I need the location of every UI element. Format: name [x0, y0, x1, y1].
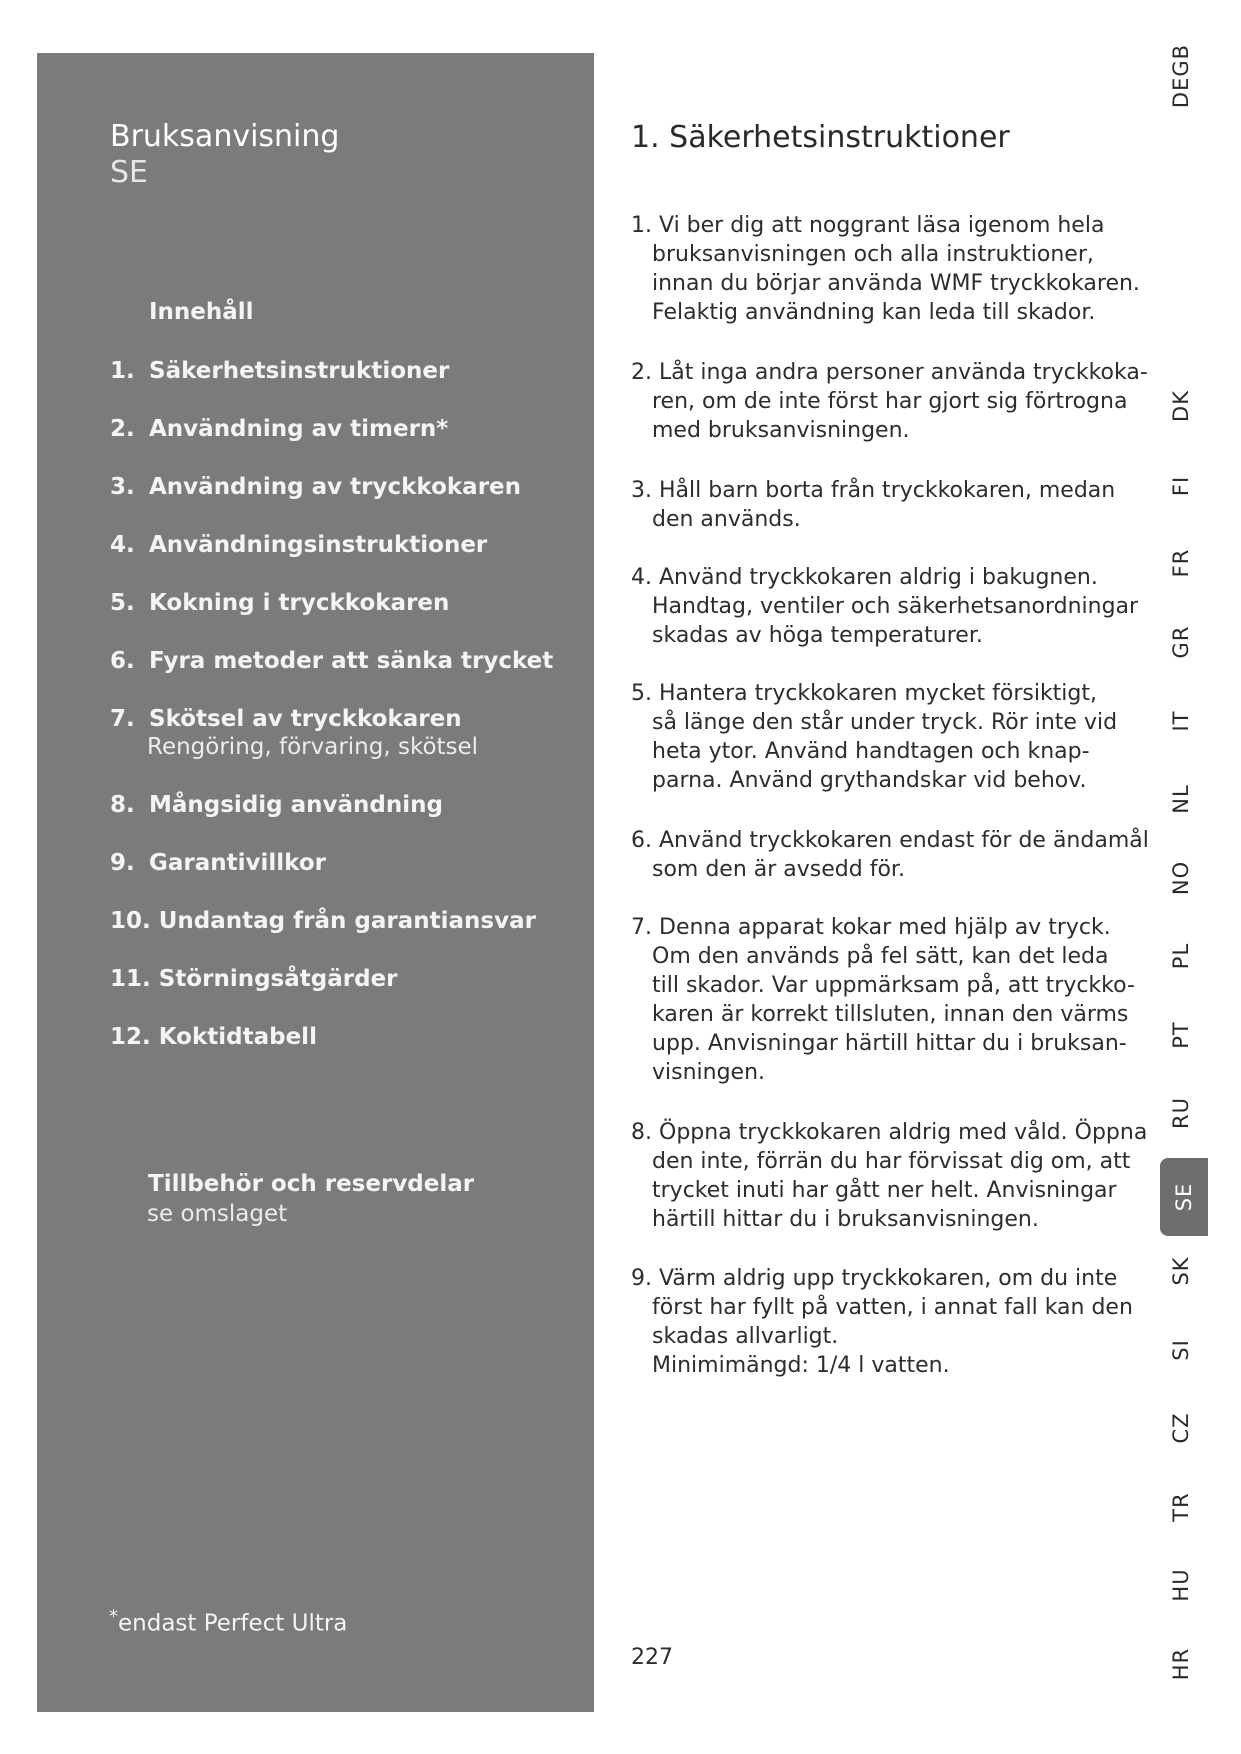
safety-item-4: 4. Använd tryckkokaren aldrig i bakugnen. Handtag, ventiler och säkerhetsanordningar skadas av höga temperaturer. — [631, 565, 1139, 648]
footnote-text: endast Perfect Ultra — [118, 1610, 348, 1637]
toc-item-7[interactable]: 7. Skötsel av tryckkokaren — [110, 706, 462, 732]
lang-tab-pt[interactable]: PT — [1169, 1021, 1193, 1049]
page-number: 227 — [631, 1645, 673, 1670]
lang-tab-pl[interactable]: PL — [1169, 942, 1193, 970]
safety-item-2: 2. Låt inga andra personer använda tryckkoka- ren, om de inte först har gjort sig förtrogna med bruksanvisningen. — [631, 360, 1148, 443]
safety-item-8: 8. Öppna tryckkokaren aldrig med våld. Öppna den inte, förrän du har förvissat dig om, att trycket inuti har gått ner helt. Anvisningar härtill hittar du i bruksanvisningen. — [631, 1120, 1148, 1232]
accessories-title: Tillbehör och reservdelar — [148, 1171, 475, 1197]
toc-item-7-subtitle: Rengöring, förvaring, skötsel — [147, 734, 479, 760]
lang-tab-ru[interactable]: RU — [1169, 1097, 1193, 1129]
toc-item-9[interactable]: 9. Garantivillkor — [110, 850, 326, 876]
lang-tab-se-active[interactable]: SE — [1160, 1158, 1208, 1236]
lang-tab-hu[interactable]: HU — [1169, 1568, 1193, 1602]
safety-item-7: 7. Denna apparat kokar med hjälp av tryck. Om den används på fel sätt, kan det leda till skador. Var uppmärksam på, att tryckko- karen är korrekt tillsluten, innan den värms upp. Anvisningar härtill hittar du i bruksan- visningen. — [631, 915, 1135, 1085]
toc-item-6[interactable]: 6. Fyra metoder att sänka trycket — [110, 648, 554, 674]
toc-item-12[interactable]: 12. Koktidtabell — [110, 1024, 317, 1050]
section-title: 1. Säkerhetsinstruktioner — [631, 120, 1010, 155]
toc-heading: Innehåll — [149, 299, 254, 325]
lang-tab-hr[interactable]: HR — [1169, 1647, 1193, 1681]
safety-item-1: 1. Vi ber dig att noggrant läsa igenom hela bruksanvisningen och alla instruktioner, innan du börjar använda WMF tryckkokaren. Felaktig användning kan leda till skador. — [631, 213, 1140, 325]
manual-language: SE — [110, 155, 148, 190]
lang-tab-fi[interactable]: FI — [1169, 475, 1193, 497]
lang-tab-si[interactable]: SI — [1169, 1339, 1193, 1361]
lang-tab-it[interactable]: IT — [1169, 710, 1193, 732]
left-panel — [37, 53, 594, 1712]
safety-item-6: 6. Använd tryckkokaren endast för de ändamål som den är avsedd för. — [631, 828, 1149, 882]
lang-tab-sk[interactable]: SK — [1169, 1256, 1193, 1286]
lang-tab-no[interactable]: NO — [1169, 860, 1193, 896]
lang-tab-cz[interactable]: CZ — [1169, 1412, 1193, 1444]
toc-item-11[interactable]: 11. Störningsåtgärder — [110, 966, 398, 992]
safety-item-9: 9. Värm aldrig upp tryckkokaren, om du inte först har fyllt på vatten, i annat fall kan den skadas allvarligt. Minimimängd: 1/4 l vatten. — [631, 1266, 1133, 1378]
toc-item-10[interactable]: 10. Undantag från garantiansvar — [110, 908, 536, 934]
manual-title: Bruksanvisning — [110, 119, 340, 154]
lang-tab-dk[interactable]: DK — [1169, 390, 1193, 422]
lang-tab-nl[interactable]: NL — [1169, 784, 1193, 814]
lang-tab-degb[interactable]: DEGB — [1169, 43, 1193, 109]
toc-item-4[interactable]: 4. Användningsinstruktioner — [110, 532, 488, 558]
toc-item-8[interactable]: 8. Mångsidig användning — [110, 792, 443, 818]
toc-item-1[interactable]: 1. Säkerhetsinstruktioner — [110, 358, 450, 384]
toc-item-5[interactable]: 5. Kokning i tryckkokaren — [110, 590, 450, 616]
footnote-mark: * — [109, 1606, 118, 1627]
toc-item-2[interactable]: 2. Användning av timern* — [110, 416, 449, 442]
lang-tab-tr[interactable]: TR — [1169, 1492, 1193, 1522]
toc-item-3[interactable]: 3. Användning av tryckkokaren — [110, 474, 522, 500]
accessories-subtitle: se omslaget — [147, 1201, 288, 1227]
lang-tab-gr[interactable]: GR — [1169, 625, 1193, 659]
safety-item-3: 3. Håll barn borta från tryckkokaren, medan den används. — [631, 478, 1116, 532]
lang-tab-fr[interactable]: FR — [1169, 548, 1193, 578]
footnote — [109, 1606, 347, 1637]
safety-item-5: 5. Hantera tryckkokaren mycket försiktigt, så länge den står under tryck. Rör inte vid heta ytor. Använd handtagen och knap- parna. Använd grythandskar vid behov. — [631, 681, 1118, 793]
